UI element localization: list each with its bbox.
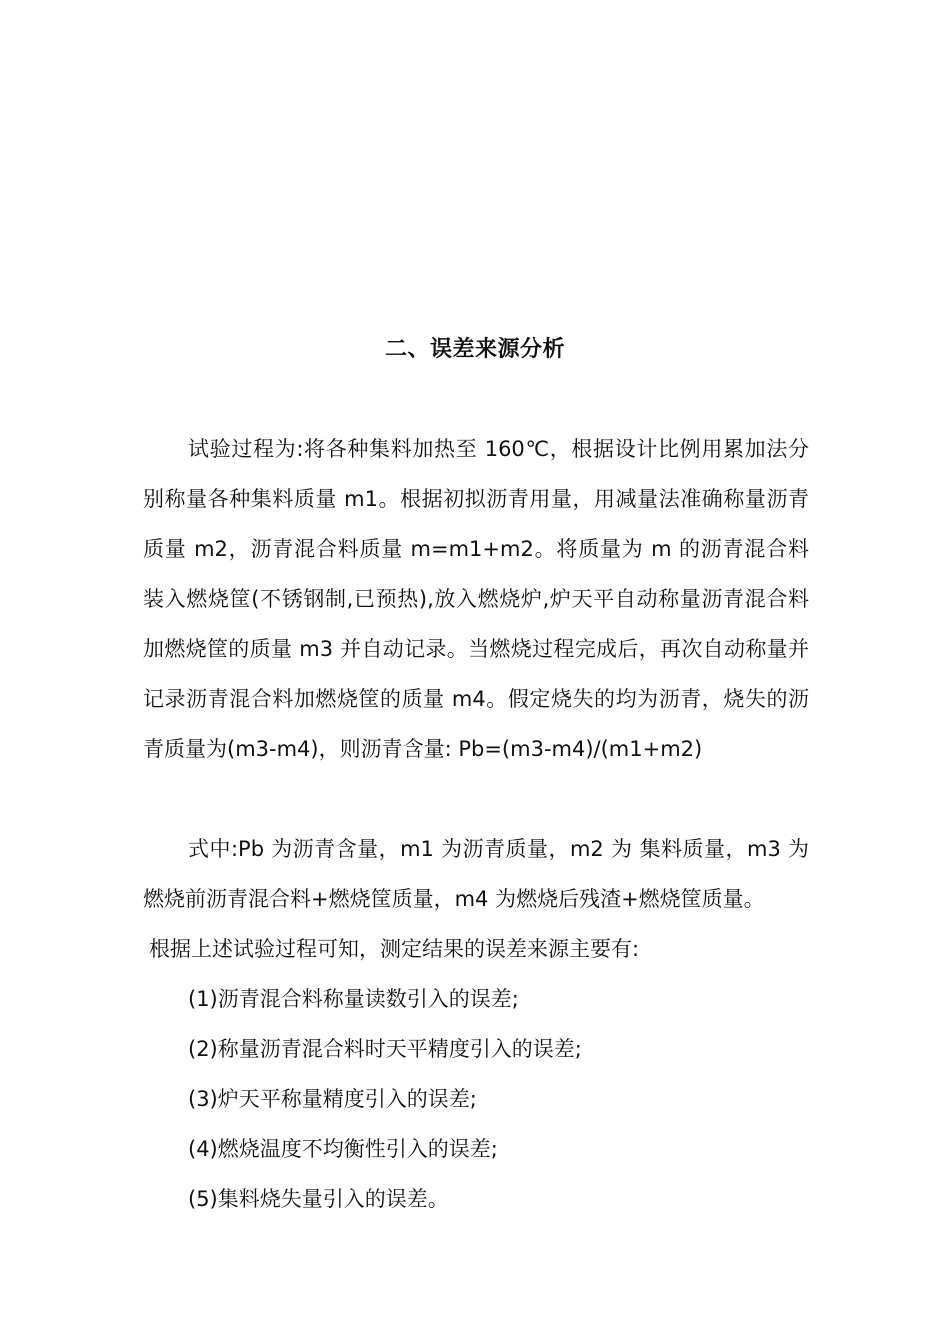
- test-procedure-paragraph: 试验过程为:将各种集料加热至 160℃，根据设计比例用累加法分别称量各种集料质量 m1。根据初拟沥青用量，用减量法准确称量沥青质量 m2，沥青混合料质量 m=m1+m2。将质量为 m 的沥青混合料装入燃烧筐(不锈钢制,已预热),放入燃烧炉,炉天平自动称量沥青混合料加燃烧筐的质量 m3 并自动记录。当燃烧过程完成后，再次自动称量并记录沥青混合料加燃烧筐的质量 m4。假定烧失的均为沥青，烧失的沥青质量为(m3-m4)，则沥青含量: Pb=(m3-m4)/(m1+m2): [143, 437, 809, 761]
- list-item: (4)燃烧温度不均衡性引入的误差;: [188, 1137, 498, 1161]
- list-item: (2)称量沥青混合料时天平精度引入的误差;: [188, 1037, 582, 1061]
- formula-explanation-paragraph: 式中:Pb 为沥青含量，m1 为沥青质量，m2 为 集料质量，m3 为燃烧前沥青混合料+燃烧筐质量，m4 为燃烧后残渣+燃烧筐质量。: [143, 837, 809, 911]
- list-item: (3)炉天平称量精度引入的误差;: [188, 1087, 477, 1111]
- list-item: (1)沥青混合料称量读数引入的误差;: [188, 987, 519, 1011]
- list-item: (5)集料烧失量引入的误差。: [188, 1187, 449, 1211]
- error-sources-list: [188, 974, 808, 1224]
- error-sources-intro: 根据上述试验过程可知，测定结果的误差来源主要有:: [149, 937, 640, 961]
- section-heading: 二、误差来源分析: [384, 337, 565, 362]
